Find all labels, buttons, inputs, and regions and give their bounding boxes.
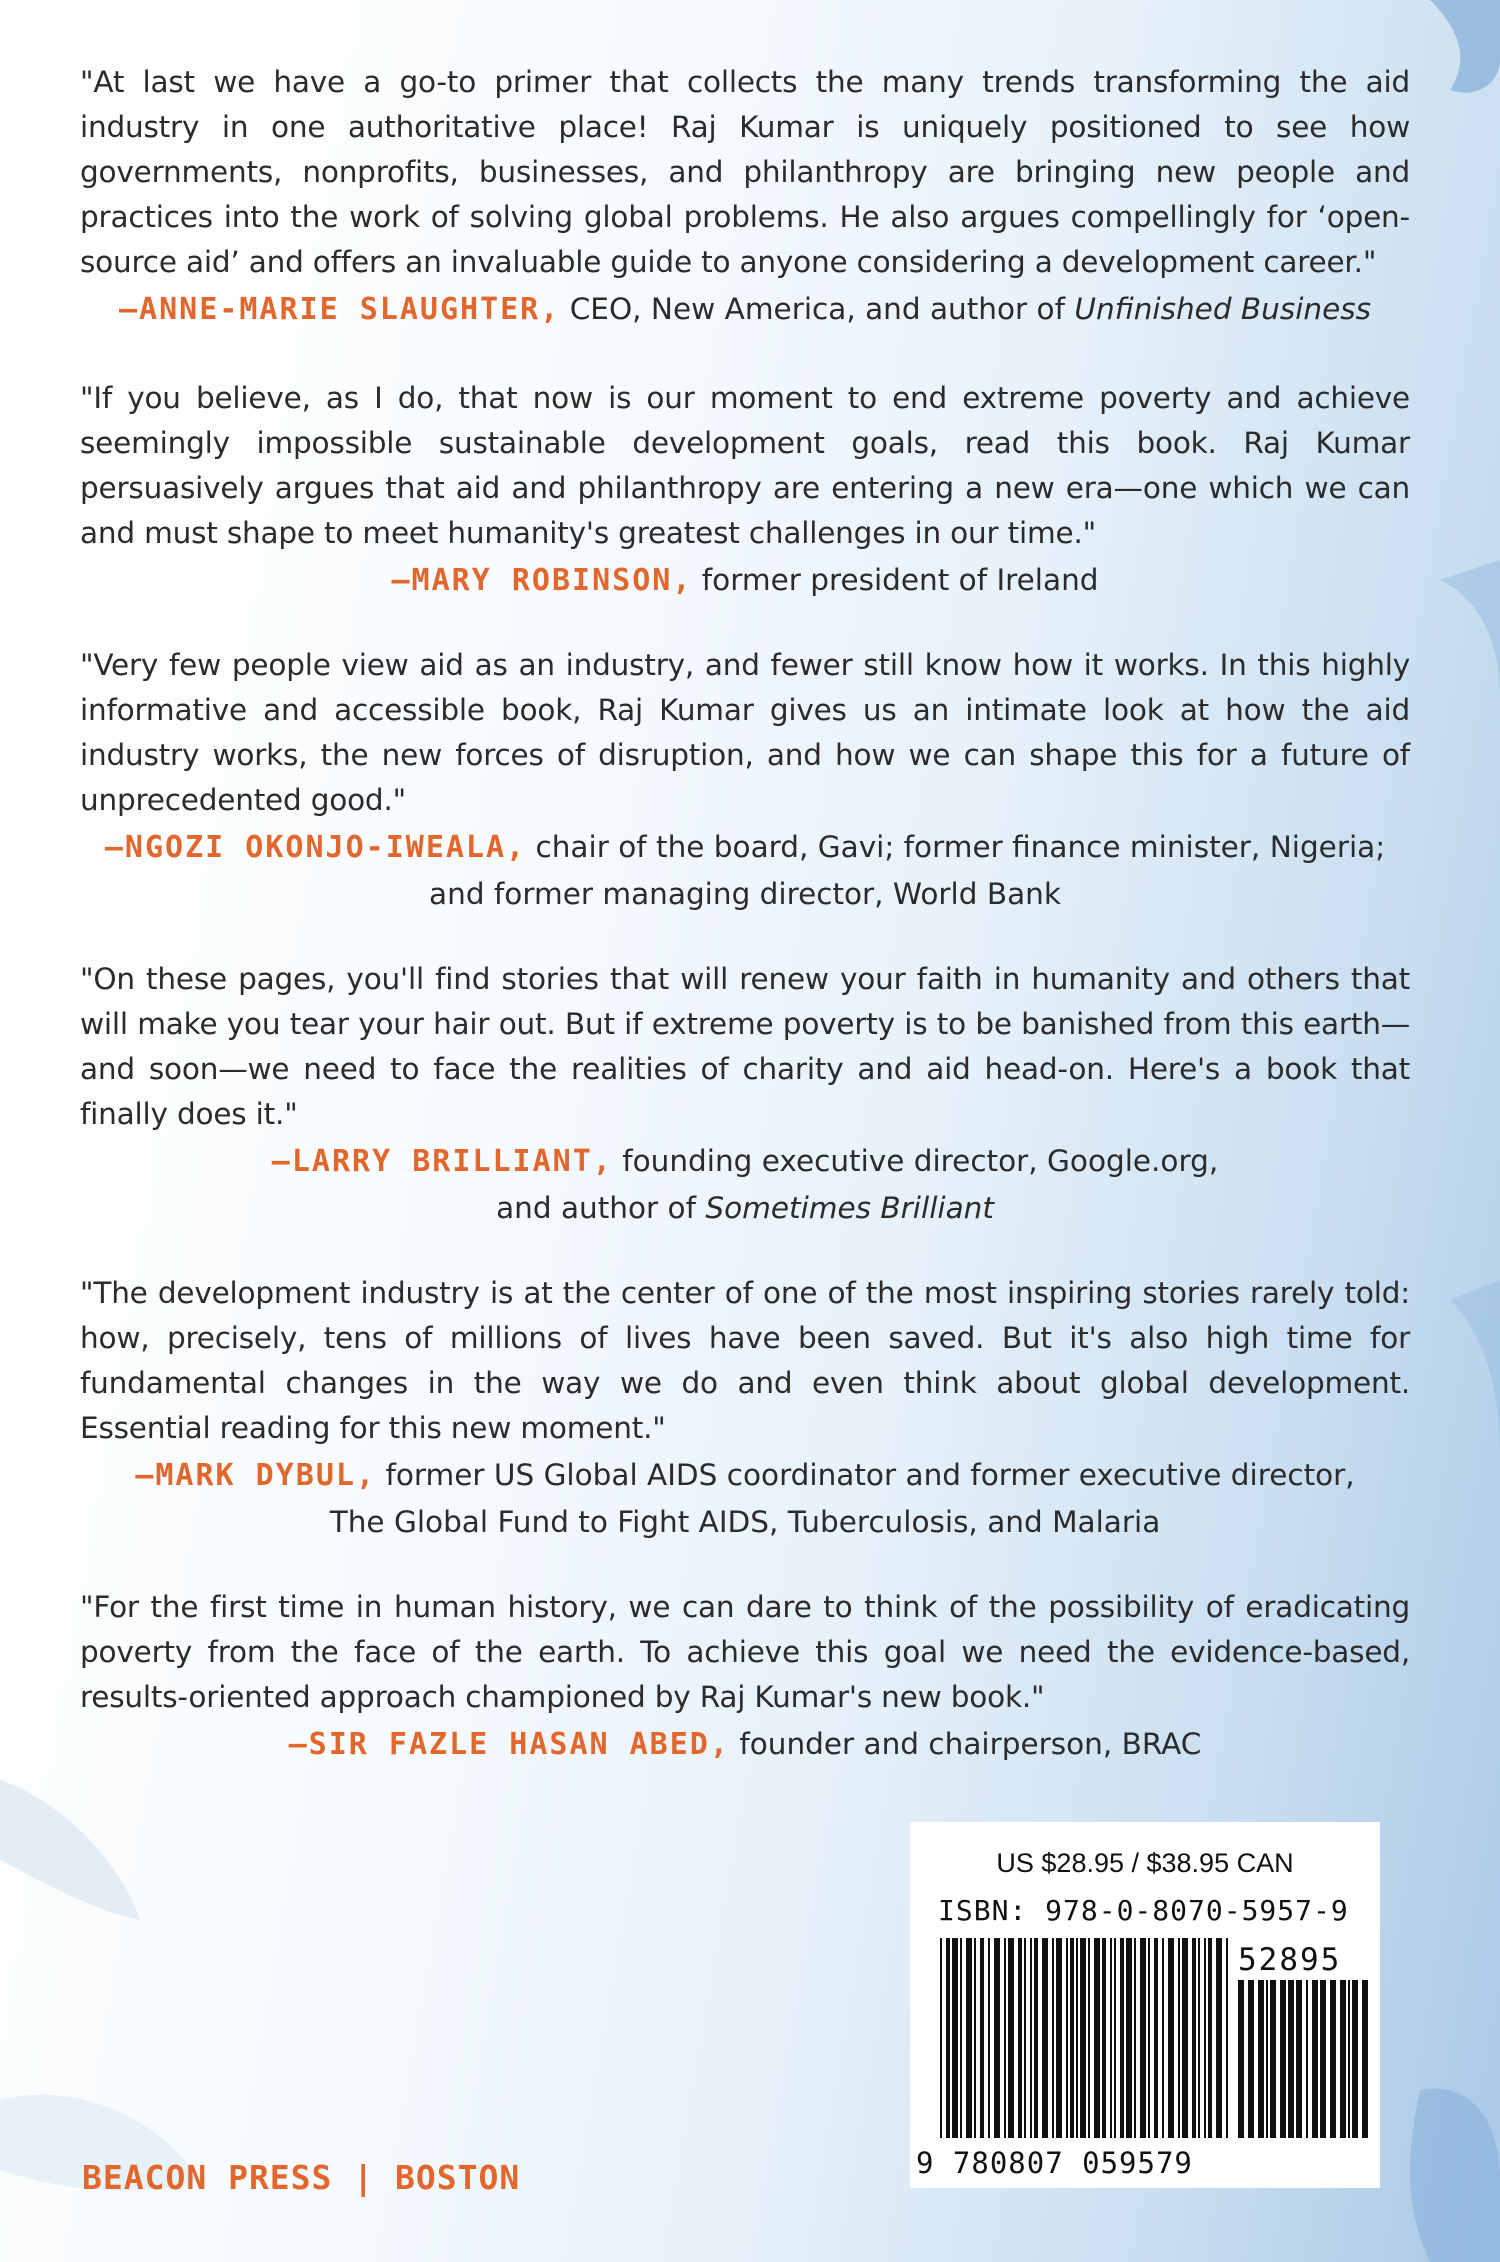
endorsement-quote: "If you believe, as I do, that now is our moment to end extreme poverty and achieve seemingly impossible sustainable development goals, read this book. Raj Kumar persuasively argues that aid and philanthropy are entering a new era—one which we can and must shape to meet humanity's greatest challenges in our time." xyxy=(80,381,1410,550)
barcode-bar xyxy=(1076,1938,1078,2138)
barcode-bar xyxy=(980,1938,984,2138)
barcode-bar xyxy=(940,1938,942,2138)
endorser-name: —LARRY BRILLIANT, xyxy=(271,1144,613,1179)
barcode-bar xyxy=(1280,1980,1286,2138)
endorser-description: former president of Ireland xyxy=(701,563,1099,597)
endorsement-quote: "The development industry is at the center of one of the most inspiring stories rarely told: how, precisely, tens of millions of lives have been saved. But it's also high time for fundamental changes in the way we do and even think about global development. Essential reading for this new moment." xyxy=(80,1276,1410,1445)
barcode-bar xyxy=(1126,1938,1132,2138)
barcode-bar xyxy=(1296,1980,1302,2138)
barcode-bar xyxy=(960,1938,962,2138)
barcode-bar xyxy=(1066,1938,1068,2138)
barcode-bar xyxy=(1204,1938,1206,2138)
endorsement-attribution xyxy=(80,1453,1410,1498)
barcode-bar xyxy=(1056,1938,1062,2138)
endorser-description-2: The Global Fund to Fight AIDS, Tuberculosis, and Malaria xyxy=(329,1505,1161,1539)
publisher-imprint: BEACON PRESS | BOSTON xyxy=(82,2158,521,2197)
barcode-box xyxy=(910,1822,1380,2188)
barcode-bar xyxy=(1216,1938,1222,2138)
barcode-bar xyxy=(1034,1938,1038,2138)
endorsement-quote: "At last we have a go-to primer that collects the many trends transforming the aid industry in one authoritative place! Raj Kumar is uniquely positioned to see how governments, nonprofits, businesses, and philanthropy are bringing new people and practices into the work of solving global problems. He also argues compellingly for ‘open-source aid’ and offers an invaluable guide to anyone considering a development career." xyxy=(80,65,1410,279)
barcode-addon-bars xyxy=(1238,1980,1368,2138)
endorsement-quote: "For the first time in human history, we can dare to think of the possibility of eradicating poverty from the face of the earth. To achieve this goal we need the evidence-based, results-oriented approach championed by Raj Kumar's new book." xyxy=(80,1590,1410,1714)
barcode-bar xyxy=(1270,1980,1276,2138)
barcode-bar xyxy=(1162,1938,1164,2138)
endorser-description: chair of the board, Gavi; former finance minister, Nigeria; xyxy=(535,830,1386,864)
barcode-bar xyxy=(1088,1938,1090,2138)
barcode-bar xyxy=(1168,1938,1174,2138)
book-title: Sometimes Brilliant xyxy=(705,1191,994,1225)
barcode-bar xyxy=(1110,1938,1112,2138)
barcode-bar xyxy=(1042,1938,1048,2138)
endorsements xyxy=(80,60,1410,1807)
endorsement-attribution xyxy=(80,825,1410,870)
barcode-bar xyxy=(1352,1980,1358,2138)
price-addon-code: 52895 xyxy=(1238,1942,1342,1978)
barcode-bar xyxy=(946,1938,950,2138)
barcode-main-bars xyxy=(940,1938,1230,2138)
barcode-bar xyxy=(1238,1980,1244,2138)
endorser-description: founding executive director, Google.org, xyxy=(622,1144,1219,1178)
barcode-bar xyxy=(1288,1980,1294,2138)
barcode-bar xyxy=(1004,1938,1006,2138)
endorsement-quote: "On these pages, you'll find stories that will renew your faith in humanity and others that will make you tear your hair out. But if extreme poverty is to be banished from this earth—and soon—we need to face the realities of charity and aid head-on. Here's a book that finally does it." xyxy=(80,962,1410,1131)
barcode-bar xyxy=(1148,1938,1150,2138)
endorsement-attribution-line2 xyxy=(80,1500,1410,1545)
endorsement-attribution-line2 xyxy=(80,1186,1410,1231)
barcode-bar xyxy=(974,1938,976,2138)
endorsement-1 xyxy=(80,60,1410,332)
price-label: US $28.95 / $38.95 CAN xyxy=(996,1848,1294,1878)
barcode-bar xyxy=(1052,1938,1054,2138)
barcode-bar xyxy=(1258,1980,1264,2138)
endorsement-attribution xyxy=(80,558,1410,603)
endorsement-6 xyxy=(80,1585,1410,1767)
book-title: Unfinished Business xyxy=(1074,292,1372,326)
barcode-bar xyxy=(1030,1938,1032,2138)
barcode-bar xyxy=(1198,1938,1200,2138)
barcode-bar xyxy=(1154,1938,1158,2138)
endorser-description-2: and author of xyxy=(496,1191,696,1225)
barcode-bar xyxy=(1080,1938,1086,2138)
endorsement-attribution xyxy=(80,1139,1410,1184)
endorser-description: founder and chairperson, BRAC xyxy=(739,1727,1202,1761)
barcode-bar xyxy=(1178,1938,1180,2138)
barcode-bar xyxy=(966,1938,972,2138)
endorsement-4 xyxy=(80,957,1410,1231)
barcode-bar xyxy=(994,1938,1000,2138)
barcode-bar xyxy=(1192,1938,1196,2138)
barcode-bar xyxy=(1266,1980,1268,2138)
endorser-description: CEO, New America, and author of xyxy=(569,292,1065,326)
barcode-bar xyxy=(988,1938,990,2138)
endorsement-attribution xyxy=(80,1722,1410,1767)
barcode-bar xyxy=(1024,1938,1026,2138)
endorsement-3 xyxy=(80,643,1410,917)
barcode-bar xyxy=(1312,1980,1318,2138)
endorsement-attribution-line2 xyxy=(80,872,1410,917)
barcode-bar xyxy=(1362,1980,1368,2138)
endorser-name: —ANNE-MARIE SLAUGHTER, xyxy=(118,292,561,327)
barcode-bar xyxy=(1070,1938,1074,2138)
barcode-bar xyxy=(1008,1938,1014,2138)
endorsement-2 xyxy=(80,376,1410,603)
barcode-bar xyxy=(1348,1980,1350,2138)
endorser-description-2: and former managing director, World Bank xyxy=(429,877,1061,911)
endorser-description: former US Global AIDS coordinator and former executive director, xyxy=(385,1458,1355,1492)
barcode-bar xyxy=(1114,1938,1116,2138)
endorsement-5 xyxy=(80,1271,1410,1545)
barcode-bar xyxy=(1340,1980,1346,2138)
endorser-name: —MARY ROBINSON, xyxy=(391,563,693,598)
isbn-label: ISBN: 978-0-8070-5957-9 xyxy=(938,1894,1349,1927)
endorsement-quote: "Very few people view aid as an industry, and fewer still know how it works. In this highly informative and accessible book, Raj Kumar gives us an intimate look at how the aid industry works, the new forces of disruption, and how we can shape this for a future of unprecedented good." xyxy=(80,648,1410,817)
endorsement-attribution xyxy=(80,287,1410,332)
barcode-bar xyxy=(1094,1938,1100,2138)
barcode-bar xyxy=(1306,1980,1308,2138)
barcode-bar xyxy=(1120,1938,1124,2138)
barcode-bar xyxy=(1248,1980,1254,2138)
barcode-bar xyxy=(1134,1938,1136,2138)
barcode-bar xyxy=(1018,1938,1022,2138)
endorser-name: —SIR FAZLE HASAN ABED, xyxy=(288,1727,730,1762)
barcode-bar xyxy=(1330,1980,1336,2138)
barcode-bar xyxy=(1208,1938,1212,2138)
barcode-bar xyxy=(1102,1938,1106,2138)
barcode-bar xyxy=(1226,1938,1228,2138)
barcode-bar xyxy=(1140,1938,1146,2138)
barcode-bar xyxy=(1320,1980,1326,2138)
endorser-name: —MARK DYBUL, xyxy=(135,1458,377,1493)
endorser-name: —NGOZI OKONJO-IWEALA, xyxy=(104,830,527,865)
barcode-bar xyxy=(1182,1938,1188,2138)
barcode-bar xyxy=(952,1938,958,2138)
barcode-digits: 9 780807 059579 xyxy=(916,2146,1193,2180)
